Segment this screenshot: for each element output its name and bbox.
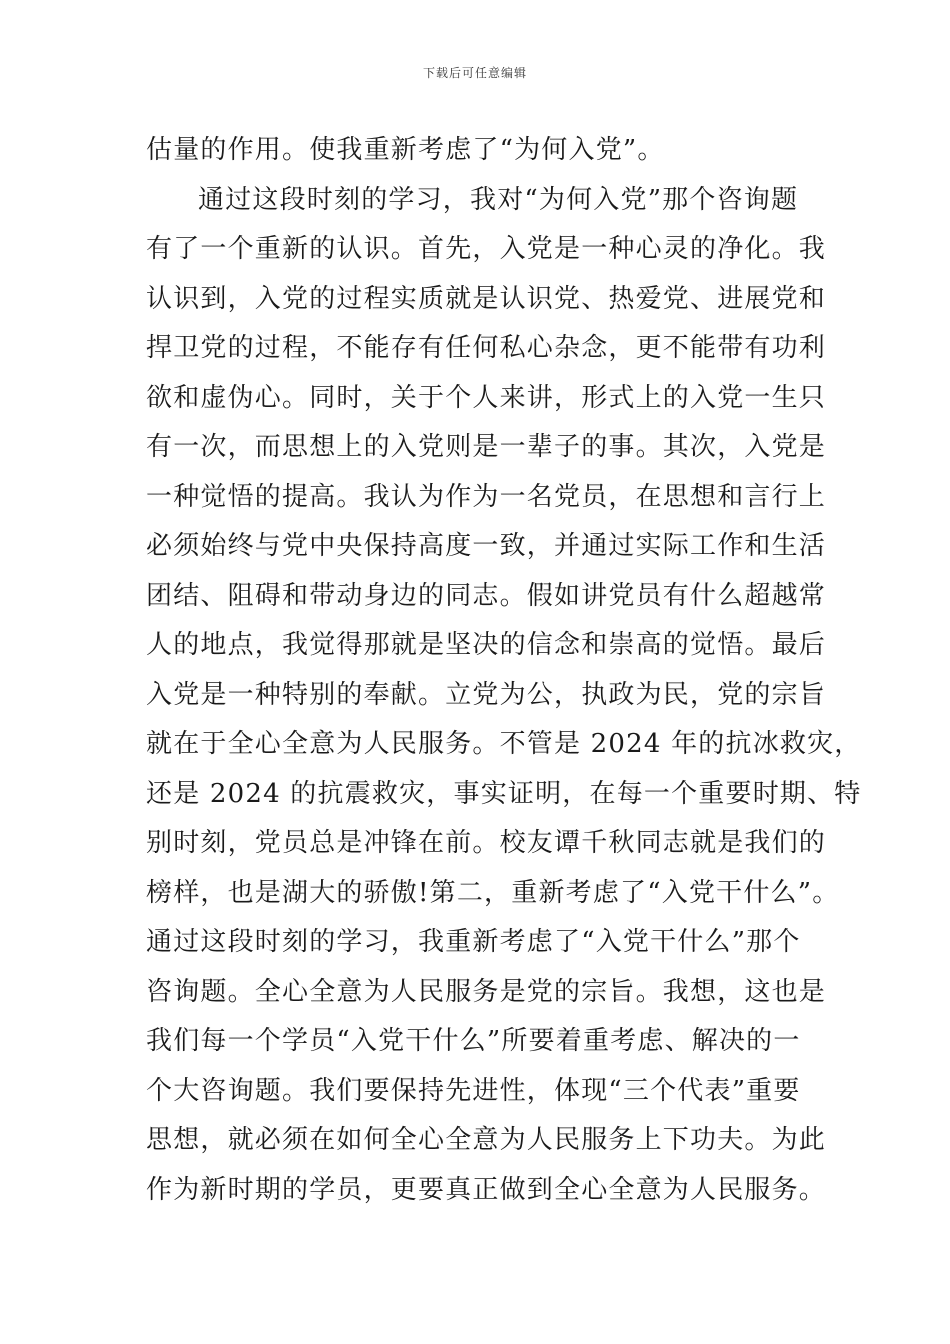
text-line: 欲和虚伪心。同时，关于个人来讲，形式上的入党一生只 xyxy=(146,382,827,413)
text-line: 必须始终与党中央保持高度一致，并通过实际工作和生活 xyxy=(146,531,827,561)
text-line: 一种觉悟的提高。我认为作为一名党员，在思想和言行上 xyxy=(146,481,827,512)
text-line: 咨询题。全心全意为人民服务是党的宗旨。我想，这也是 xyxy=(146,976,827,1007)
text-line: 有了一个重新的认识。首先，入党是一种心灵的净化。我 xyxy=(146,234,827,264)
text-line: 思想，就必须在如何全心全意为人民服务上下功夫。为此 xyxy=(146,1125,827,1155)
page-header: 下载后可任意编辑 xyxy=(422,66,527,80)
text-line: 别时刻，党员总是冲锋在前。校友谭千秋同志就是我们的 xyxy=(146,828,827,858)
text-line: 榜样，也是湖大的骄傲!第二，重新考虑了“入党干什么”。 xyxy=(146,877,840,908)
text-line: 个大咨询题。我们要保持先进性，体现“三个代表”重要 xyxy=(146,1075,801,1106)
text-line: 团结、阻碍和带动身边的同志。假如讲党员有什么超越常 xyxy=(146,580,827,611)
text-line: 人的地点，我觉得那就是坚决的信念和崇高的觉悟。最后 xyxy=(146,630,827,660)
text-line: 通过这段时刻的学习，我对“为何入党”那个咨询题 xyxy=(198,184,799,215)
text-line: 就在于全心全意为人民服务。不管是 2024 年的抗冰救灾， xyxy=(146,729,862,759)
text-line: 认识到，入党的过程实质就是认识党、热爱党、进展党和 xyxy=(146,283,827,314)
text-line: 入党是一种特别的奉献。立党为公，执政为民，党的宗旨 xyxy=(146,679,827,710)
text-line: 有一次，而思想上的入党则是一辈子的事。其次，入党是 xyxy=(146,432,827,462)
text-line: 估量的作用。使我重新考虑了“为何入党”。 xyxy=(146,135,665,165)
document-body xyxy=(146,126,862,1215)
text-line: 捍卫党的过程，不能存有任何私心杂念，更不能带有功利 xyxy=(146,333,827,363)
text-line: 通过这段时刻的学习，我重新考虑了“入党干什么”那个 xyxy=(146,927,801,957)
text-line: 作为新时期的学员，更要真正做到全心全意为人民服务。 xyxy=(146,1174,827,1205)
text-line: 还是 2024 的抗震救灾，事实证明，在每一个重要时期、特 xyxy=(146,778,862,809)
text-line: 我们每一个学员“入党干什么”所要着重考虑、解决的一 xyxy=(146,1026,801,1056)
